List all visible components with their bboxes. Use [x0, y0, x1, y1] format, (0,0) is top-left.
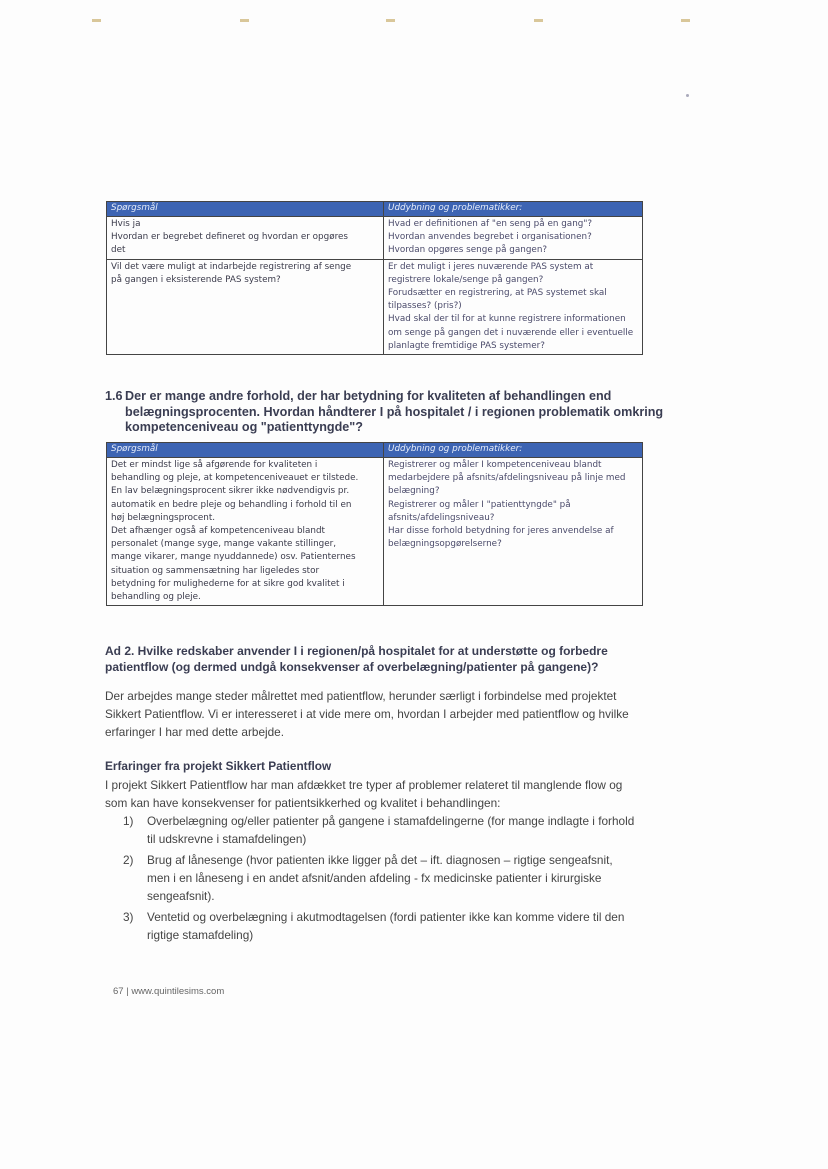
- list-item: [105, 812, 665, 848]
- cell-line: på gangen i eksisterende PAS system?: [111, 274, 281, 285]
- section-number: 1.6: [105, 389, 123, 403]
- column-header-elaboration: Uddybning og problematikker:: [384, 443, 643, 458]
- cell-line: Vil det være muligt at indarbejde registrering af senge: [111, 261, 352, 272]
- cell-line: Det afhænger også af kompetenceniveau blandt: [111, 526, 325, 537]
- heading-line: kompetenceniveau og "patienttyngde"?: [125, 420, 363, 435]
- paragraph-line: I projekt Sikkert Patientflow har man afdækket tre typer af problemer relateret til manglende flow og: [105, 778, 623, 792]
- list-line: Ventetid og overbelægning i akutmodtagelsen (fordi patienter ikke kan komme videre til den: [147, 910, 625, 924]
- cell-line: Hvad er definitionen af "en seng på en gang"?: [388, 219, 593, 229]
- cell-line: Hvordan er begrebet defineret og hvordan er opgøres: [111, 232, 349, 243]
- cell-line: medarbejdere på afsnits/afdelingsniveau på linje med: [388, 473, 626, 484]
- list-number: 1): [123, 814, 134, 828]
- cell-line: Har disse forhold betydning for jeres anvendelse af: [388, 526, 614, 537]
- table-row: [107, 259, 643, 354]
- heading-line: belægningsprocenten. Hvordan håndterer I på hospitalet / i regionen problematik omkring: [125, 404, 664, 419]
- column-header-question: Spørgsmål: [107, 202, 384, 217]
- cell-line: Hvad skal der til for at kunne registrere informationen: [388, 314, 626, 325]
- list-line: Overbelægning og/eller patienter på gangene i stamafdelingerne (for mange indlagte i forhold: [147, 814, 635, 828]
- cell-line: om senge på gangen det i nuværende eller i eventuelle: [388, 327, 634, 338]
- cell-line: planlagte fremtidige PAS systemer?: [388, 340, 545, 351]
- question-table-1: [106, 201, 643, 355]
- heading-line: Der er mange andre forhold, der har betydning for kvaliteten af behandlingen end: [125, 389, 612, 403]
- list-line: til udskrevne i stamafdelingen): [147, 832, 307, 846]
- cell-line: En lav belægningsprocent sikrer ikke nødvendigvis pr.: [111, 486, 350, 497]
- elaboration-cell: [384, 217, 643, 260]
- paragraph-line: Der arbejdes mange steder målrettet med patientflow, herunder særligt i forbindelse med projektet: [105, 689, 617, 703]
- cell-line: situation og sammensætning har ligeledes stor: [111, 565, 320, 576]
- cell-line: Hvis ja: [111, 219, 141, 229]
- cell-line: betydning for mulighederne for at sikre god kvalitet i: [111, 578, 345, 589]
- cell-line: Registrerer og måler I kompetenceniveau blandt: [388, 460, 602, 470]
- list-item: [105, 851, 665, 905]
- scan-speck: [686, 94, 689, 97]
- scan-mark: [92, 19, 101, 22]
- list-number: 3): [123, 910, 134, 924]
- cell-line: Det er mindst lige så afgørende for kvaliteten i: [111, 460, 318, 470]
- cell-line: høj belægningsprocent.: [111, 512, 216, 523]
- question-cell: [107, 458, 384, 606]
- cell-line: mange vikarer, mange nyuddannede) osv. Patienternes: [111, 552, 356, 563]
- list-line: men i en låneseng i en andet afsnit/anden afdeling - fx medicinske patienter i kirurgiske: [147, 871, 602, 885]
- paragraph-line: erfaringer I har med dette arbejde.: [105, 725, 285, 739]
- problem-list: [105, 812, 665, 947]
- page-footer: 67 | www.quintilesims.com: [113, 986, 225, 997]
- cell-line: behandling og pleje.: [111, 592, 201, 603]
- scan-mark: [681, 19, 690, 22]
- cell-line: det: [111, 245, 126, 256]
- table-row: [107, 458, 643, 606]
- cell-line: Hvordan anvendes begrebet i organisationen?: [388, 232, 592, 243]
- heading-line: patientflow (og dermed undgå konsekvenser af overbelægning/patienter på gangene)?: [105, 660, 599, 674]
- list-number: 2): [123, 853, 134, 867]
- cell-line: Er det muligt i jeres nuværende PAS system at: [388, 261, 594, 272]
- cell-line: afsnits/afdelingsniveau?: [388, 512, 495, 523]
- elaboration-cell: [384, 458, 643, 606]
- scan-mark: [534, 19, 543, 22]
- cell-line: belægningsopgørelserne?: [388, 539, 502, 550]
- paragraph-line: som kan have konsekvenser for patientsikkerhed og kvalitet i behandlingen:: [105, 796, 501, 810]
- scan-mark: [386, 19, 395, 22]
- question-cell: [107, 259, 384, 354]
- question-cell: [107, 217, 384, 260]
- cell-line: behandling og pleje, at kompetenceniveauet er tilstede.: [111, 473, 359, 484]
- experience-paragraph: [105, 776, 665, 812]
- paragraph-line: Sikkert Patientflow. Vi er interesseret i at vide mere om, hvordan I arbejder med patientflow og hvilke: [105, 707, 629, 721]
- list-line: rigtige stamafdeling): [147, 928, 254, 942]
- subheading: Erfaringer fra projekt Sikkert Patientflow: [105, 759, 332, 773]
- heading-line: Ad 2. Hvilke redskaber anvender I i regionen/på hospitalet for at understøtte og forbedre: [105, 644, 608, 658]
- column-header-question: Spørgsmål: [107, 443, 384, 458]
- cell-line: personalet (mange syge, mange vakante stillinger,: [111, 539, 337, 550]
- cell-line: automatik en bedre pleje og behandling i forhold til en: [111, 499, 352, 510]
- scan-mark: [240, 19, 249, 22]
- section-heading-ad-2: [105, 643, 665, 675]
- cell-line: Registrerer og måler I "patienttyngde" på: [388, 499, 571, 510]
- column-header-elaboration: Uddybning og problematikker:: [384, 202, 643, 217]
- list-line: Brug af lånesenge (hvor patienten ikke ligger på det – ift. diagnosen – rigtige sengeafsnit,: [147, 853, 613, 867]
- cell-line: tilpasses? (pris?): [388, 301, 462, 312]
- cell-line: belægning?: [388, 486, 440, 497]
- list-item: [105, 908, 665, 944]
- table-row: [107, 217, 643, 260]
- list-line: sengeafsnit).: [147, 889, 215, 903]
- cell-line: Hvordan opgøres senge på gangen?: [388, 245, 548, 256]
- elaboration-cell: [384, 259, 643, 354]
- intro-paragraph: [105, 687, 665, 741]
- cell-line: registrere lokale/senge på gangen?: [388, 274, 544, 285]
- section-heading-1-6: [105, 389, 665, 436]
- question-table-2: [106, 442, 643, 606]
- cell-line: Forudsætter en registrering, at PAS systemet skal: [388, 288, 607, 299]
